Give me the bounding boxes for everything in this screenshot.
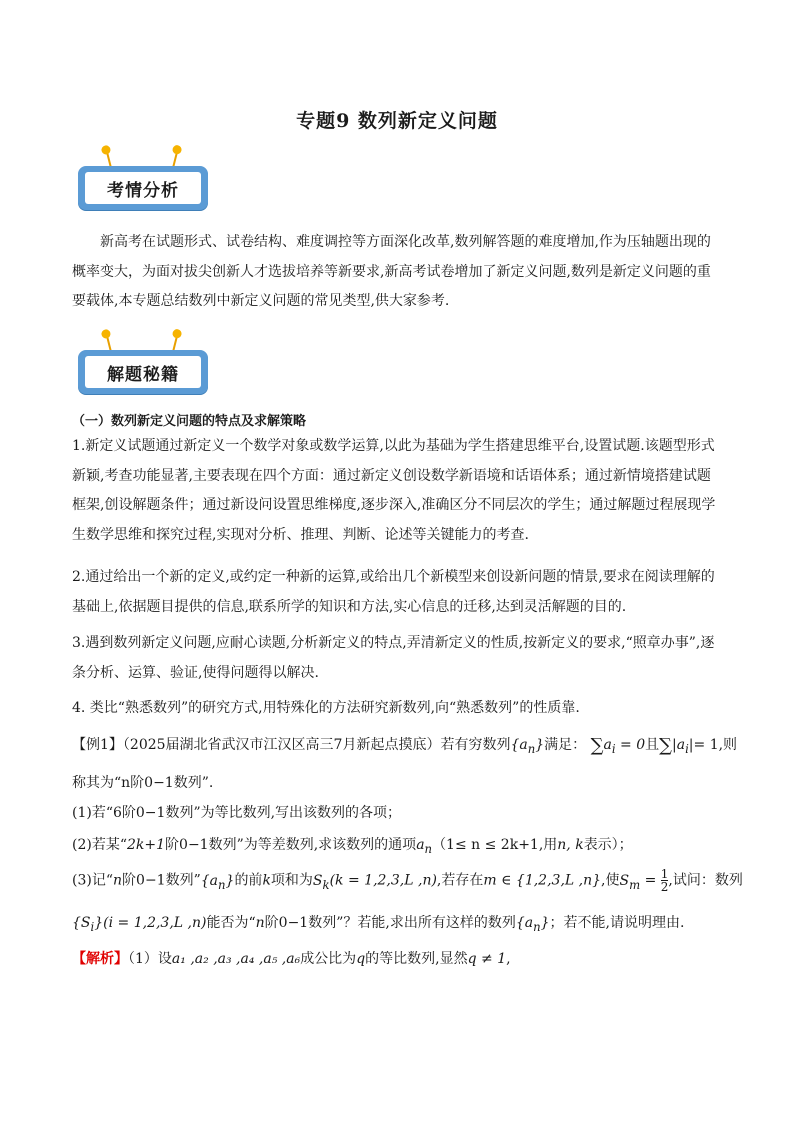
section-badge-tips xyxy=(78,350,208,394)
example-question-3-line-2: $\{S_i\}(i = 1,2,3,L$ ,n)能否为“n阶0−1数列”？若能,求出所有这样的数列$\{a_n\}$；若不能,请说明理由. xyxy=(72,915,685,934)
example-question-2: (2)若某“2k+1阶0−1数列”为等差数列,求该数列的通项$a_n(1\le n \le 2k+1$,用n, k表示）； xyxy=(72,837,633,856)
point-1: 1.新定义试题通过新定义一个数学对象或数学运算,以此为基础为学生搭建思维平台,设置试题.该题型形式新颖,考查功能显著,主要表现在四个方面：通过新定义创设数学新语境和话语体系；通过新情境搭建试题框架,创设解题条件；通过新设问设置思维梯度,逐步深入,准确区分不同层次的学生；通过解题过程展现学生数学思维和探究过程,实现对分析、推理、判断、论述等关键能力的考查. xyxy=(72,438,716,543)
analysis-line: 【解析】（1）设a₁ ,a₂ ,a₃ ,a₄ ,a₅ ,a₆成公比为q的等比数列,显然q ≠ 1, xyxy=(72,951,511,967)
point-3: 3.遇到数列新定义问题,应耐心读题,分析新定义的特点,弄清新定义的性质,按新定义的要求,“照章办事”,逐条分析、运算、验证,使得问题得以解决. xyxy=(72,635,715,681)
page-title: 专题9 数列新定义问题 xyxy=(296,110,498,132)
section-badge-analysis xyxy=(78,166,208,210)
subheading: （一）数列新定义问题的特点及求解策略 xyxy=(72,414,307,429)
analysis-tag: 【解析】 xyxy=(72,951,128,967)
example-stem-line-1: 【例1】（2025届湖北省武汉市江汉区高三7月新起点摸底）若有穷数列$\{a_n\}$满足： $\sum a_i = 0$且$\sum|a_i|= 1$,则 xyxy=(72,735,738,756)
example-stem-line-2: 称其为“n阶0−1数列”. xyxy=(72,775,214,791)
section-badge-label: 考情分析 xyxy=(85,172,201,204)
section-badge-label: 解题秘籍 xyxy=(85,356,201,388)
intro-paragraph: 新高考在试题形式、试卷结构、难度调控等方面深化改革,数列解答题的难度增加,作为压轴题出现的概率变大，为面对拔尖创新人才选拔培养等新要求,新高考试卷增加了新定义问题,数列是新定义问题的重要载体,本专题总结数列中新定义问题的常见类型,供大家参考. xyxy=(72,234,711,309)
point-2: 2.通过给出一个新的定义,或约定一种新的运算,或给出几个新模型来创设新问题的情景,要求在阅读理解的基础上,依据题目提供的信息,联系所学的知识和方法,实心信息的迁移,达到灵活解题的目的. xyxy=(72,569,715,615)
point-4: 4. 类比“熟悉数列”的研究方式,用特殊化的方法研究新数列,向“熟悉数列”的性质靠. xyxy=(72,700,580,716)
example-question-3: (3)记“n阶0−1数列$”\{a_n\}$的前k项和为$S_k(k = 1,2,3,L$ ,n),若存在m ∈ {1,2,3,L ,n},使$S_m$ = $\frac{1}{2}$ ,试问：数列 xyxy=(72,867,743,894)
example-question-1: (1)若“6阶0−1数列”为等比数列,写出该数列的各项； xyxy=(72,805,402,821)
